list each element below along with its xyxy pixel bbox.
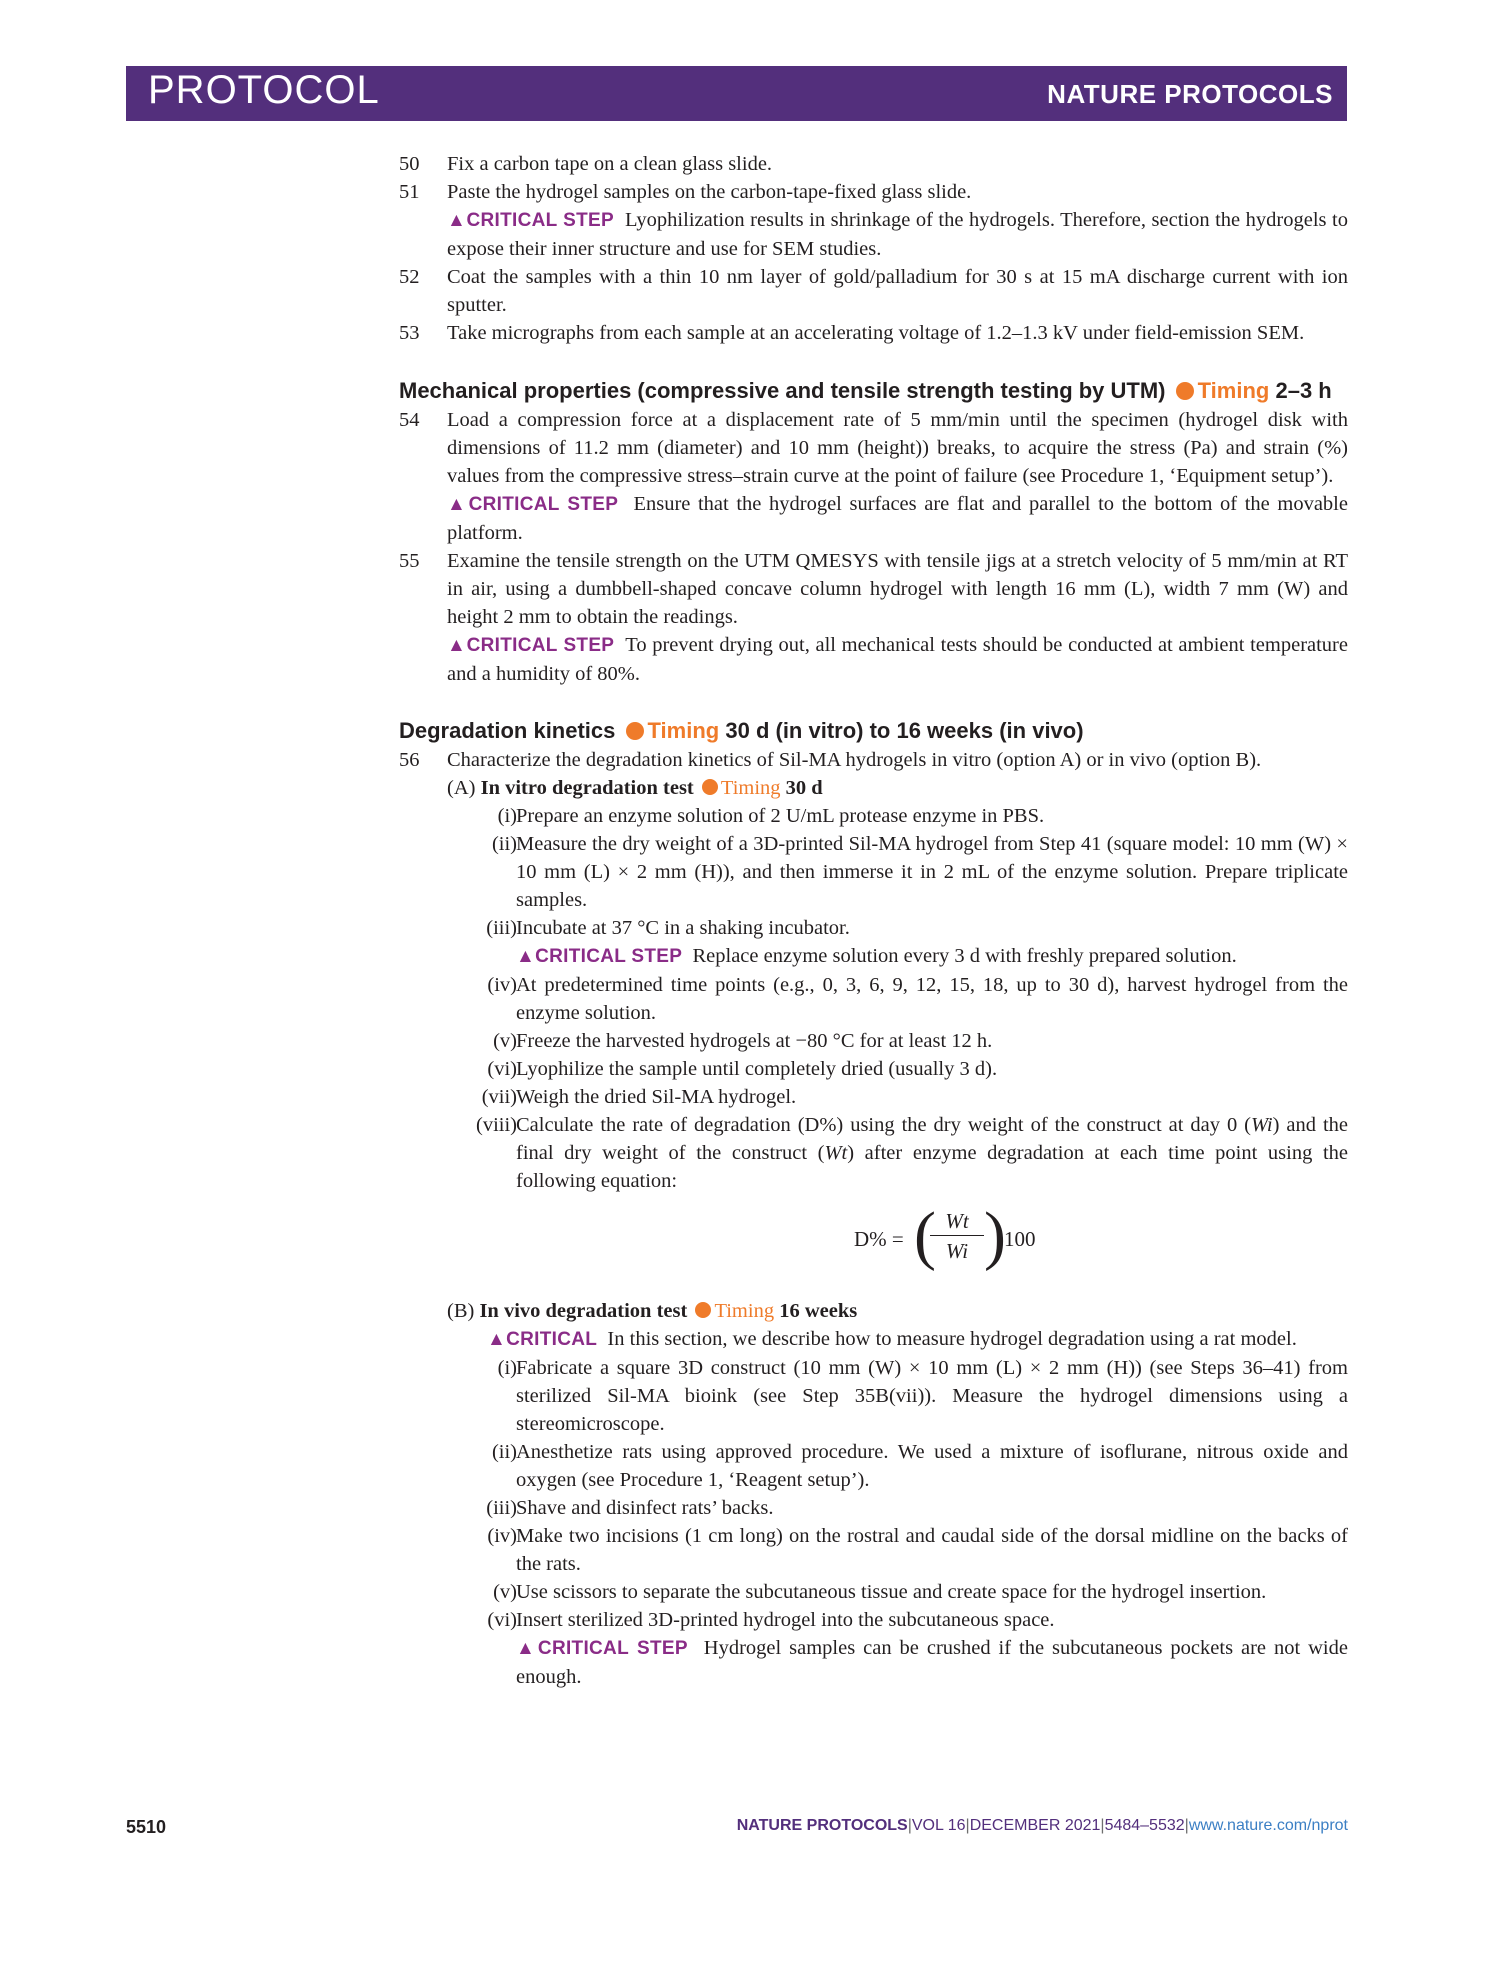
step-number: 51 [399,181,420,203]
timing-value: 16 weeks [779,1300,858,1322]
item-text: Incubate at 37 °C in a shaking incubator. [516,917,850,939]
right-paren: ) [984,1199,1006,1272]
list-item [399,1578,1348,1606]
equation-rhs: 100 [1004,1227,1036,1251]
list-item [399,1522,1348,1578]
footer-url-link[interactable]: www.nature.com/nprot [1188,1817,1348,1834]
timing-value: 30 d (in vitro) to 16 weeks (in vivo) [725,718,1084,743]
critical-step-label: ▲CRITICAL STEP [447,635,615,656]
list-item [399,1027,1348,1055]
left-paren: ( [914,1199,936,1272]
step-text: Characterize the degradation kinetics of Sil-MA hydrogels in vitro (option A) or in vivo (option B). [447,749,1262,771]
footer-separator: | [965,1817,970,1834]
item-number: (ii) [491,1441,517,1463]
item-number: (v) [493,1030,517,1052]
item-text: Insert sterilized 3D-printed hydrogel into the subcutaneous space. [516,1609,1055,1631]
footer-separator: | [907,1817,912,1834]
step-number: 56 [399,749,420,771]
timing-value: 2–3 h [1275,378,1332,403]
step-number: 53 [399,322,420,344]
step-text: Take micrographs from each sample at an accelerating voltage of 1.2–1.3 kV under field-emission SEM. [447,322,1305,344]
item-text: Weigh the dried Sil-MA hydrogel. [516,1086,797,1108]
option-a-heading [447,774,1348,802]
header-section-label: PROTOCOL [148,68,380,112]
footer-separator: | [1100,1817,1105,1834]
critical-label: ▲CRITICAL [487,1329,598,1350]
section-title: Degradation kinetics [399,718,616,743]
footer-journal: NATURE PROTOCOLS [736,1817,908,1834]
item-text: Use scissors to separate the subcutaneous tissue and create space for the hydrogel insertion. [516,1581,1267,1603]
item-number: (i) [497,805,517,827]
item-number: (ii) [491,833,517,855]
item-text-part: ) after enzyme degradation at each time point using the following equation: [516,1142,1349,1192]
critical-step-b-vi [516,1634,1348,1691]
step-text: Examine the tensile strength on the UTM QMESYS with tensile jigs at a stretch velocity of 5 mm/min at RT in air, using a dumbbell-shaped concave column hydrogel with length 16 mm (L), width 7 mm (W) and height 2 mm to obtain the readings. [447,550,1348,628]
item-text: Prepare an enzyme solution of 2 U/mL protease enzyme in PBS. [516,805,1045,827]
item-number: (v) [493,1581,517,1603]
option-title: In vitro degradation test [480,777,694,799]
step-text: Paste the hydrogel samples on the carbon-tape-fixed glass slide. [447,181,972,203]
item-number: (viii) [476,1114,517,1136]
footer-separator: | [1184,1817,1189,1834]
option-b-list [399,1354,1348,1691]
variable-wi: Wi [1250,1114,1273,1136]
list-item [399,830,1348,914]
list-item [399,1083,1348,1111]
timing-dot-icon [695,1302,711,1318]
timing-label: Timing [1197,378,1270,403]
list-item [399,1438,1348,1494]
equation-lhs: D% = [854,1227,904,1251]
item-number: (vi) [487,1609,517,1631]
header-journal-name: NATURE PROTOCOLS [1047,79,1333,109]
timing-label: Timing [647,718,720,743]
step-number: 50 [399,153,420,175]
list-item [399,971,1348,1027]
critical-step-label: ▲CRITICAL STEP [516,946,683,967]
item-number: (i) [497,1357,517,1379]
critical-text: In this section, we describe how to measure hydrogel degradation using a rat model. [607,1328,1297,1350]
critical-step-text: Lyophilization results in shrinkage of the hydrogels. Therefore, section the hydrogels to expose their inner structure and use for SEM studies. [447,209,1348,260]
step-number: 54 [399,409,420,431]
option-a-list [399,802,1348,1195]
page-content [399,150,1348,1691]
page-header-bar [126,66,1347,121]
section-heading-mechanical [399,376,1348,406]
step-55 [399,547,1348,631]
step-text: Coat the samples with a thin 10 nm layer of gold/palladium for 30 s at 15 mA discharge current with ion sputter. [447,266,1348,316]
step-number: 55 [399,550,420,572]
page-number: 5510 [126,1817,167,1837]
item-number: (iv) [487,1525,517,1547]
option-title: In vivo degradation test [479,1300,688,1322]
footer-volume: VOL 16 [911,1817,966,1834]
step-number: 52 [399,266,420,288]
item-text: Freeze the harvested hydrogels at −80 °C for at least 12 h. [516,1030,993,1052]
timing-value: 30 d [785,777,823,799]
list-item [399,1111,1348,1195]
critical-step-text: Hydrogel samples can be crushed if the subcutaneous pockets are not wide enough. [516,1637,1348,1688]
critical-step-text: To prevent drying out, all mechanical tests should be conducted at ambient temperature and a humidity of 80%. [447,634,1348,685]
fraction-denominator: Wi [945,1239,969,1263]
section-heading-degradation [399,716,1348,746]
variable-wt: Wt [824,1142,848,1164]
item-number: (vii) [481,1086,517,1108]
critical-step-55 [447,631,1348,688]
option-label: (B) [447,1300,475,1322]
step-53 [399,319,1348,347]
item-text-part: ) and the final dry weight of the construct ( [516,1114,1348,1164]
critical-step-label: ▲CRITICAL STEP [516,1638,688,1659]
item-number: (vi) [487,1058,517,1080]
step-text: Fix a carbon tape on a clean glass slide. [447,153,773,175]
step-54 [399,406,1348,490]
timing-dot-icon [626,722,644,740]
item-text: Lyophilize the sample until completely dried (usually 3 d). [516,1058,998,1080]
critical-step-54 [447,490,1348,547]
timing-dot-icon [702,779,718,795]
list-item [399,1055,1348,1083]
item-text [516,1111,1348,1195]
list-item [399,802,1348,830]
degradation-equation [399,1199,1348,1281]
item-text: Fabricate a square 3D construct (10 mm (W) × 10 mm (L) × 2 mm (H)) (see Steps 36–41) from sterilized Sil-MA bioink (see Step 35B(vii)). Measure the hydrogel dimensions using a stereomicroscope. [516,1357,1348,1435]
item-text-part: Calculate the rate of degradation (D%) using the dry weight of the construct at day 0 ( [516,1114,1251,1136]
timing-dot-icon [1176,382,1194,400]
step-50 [399,150,1348,178]
step-52 [399,263,1348,319]
item-text: Measure the dry weight of a 3D-printed Sil-MA hydrogel from Step 41 (square model: 10 mm (W) × 10 mm (L) × 2 mm (H)), and then immerse it in 2 mL of the enzyme solution. Prepare triplicate samples. [516,833,1348,911]
footer-date: DECEMBER 2021 [969,1817,1101,1834]
item-number: (iv) [487,974,517,996]
critical-step-label: ▲CRITICAL STEP [447,494,619,515]
item-text: Anesthetize rats using approved procedure. We used a mixture of isoflurane, nitrous oxide and oxygen (see Procedure 1, ‘Reagent setup’). [516,1441,1348,1491]
item-text: Make two incisions (1 cm long) on the rostral and caudal side of the dorsal midline on the backs of the rats. [516,1525,1348,1575]
step-51 [399,178,1348,206]
footer-pages: 5484–5532 [1104,1817,1185,1834]
critical-step-a-iii [516,942,1348,971]
critical-step-text: Ensure that the hydrogel surfaces are flat and parallel to the bottom of the movable platform. [447,493,1348,544]
item-text: At predetermined time points (e.g., 0, 3, 6, 9, 12, 15, 18, up to 30 d), harvest hydrogel from the enzyme solution. [516,974,1348,1024]
list-item [399,1354,1348,1438]
timing-label: Timing [714,1300,775,1322]
critical-option-b [487,1325,1348,1354]
list-item [399,1494,1348,1522]
page-footer [737,1817,1348,1835]
step-text: Load a compression force at a displacement rate of 5 mm/min until the specimen (hydrogel disk with dimensions of 11.2 mm (diameter) and 10 mm (height)) breaks, to acquire the stress (Pa) and strain (%) values from the compressive stress–strain curve at the point of failure (see Procedure 1, ‘Equipment setup’). [447,409,1348,487]
section-title: Mechanical properties (compressive and tensile strength testing by UTM) [399,378,1166,403]
step-56 [399,746,1348,774]
item-number: (iii) [486,1497,517,1519]
option-b-heading [447,1297,1348,1325]
timing-label: Timing [720,777,781,799]
option-label: (A) [447,777,476,799]
fraction-numerator: Wt [930,1207,984,1236]
equation-fraction [930,1207,984,1266]
item-number: (iii) [486,917,517,939]
critical-step-51 [447,206,1348,263]
list-item [399,1606,1348,1634]
list-item [399,914,1348,942]
critical-step-text: Replace enzyme solution every 3 d with freshly prepared solution. [692,945,1237,967]
critical-step-label: ▲CRITICAL STEP [447,210,614,231]
item-text: Shave and disinfect rats’ backs. [516,1497,774,1519]
